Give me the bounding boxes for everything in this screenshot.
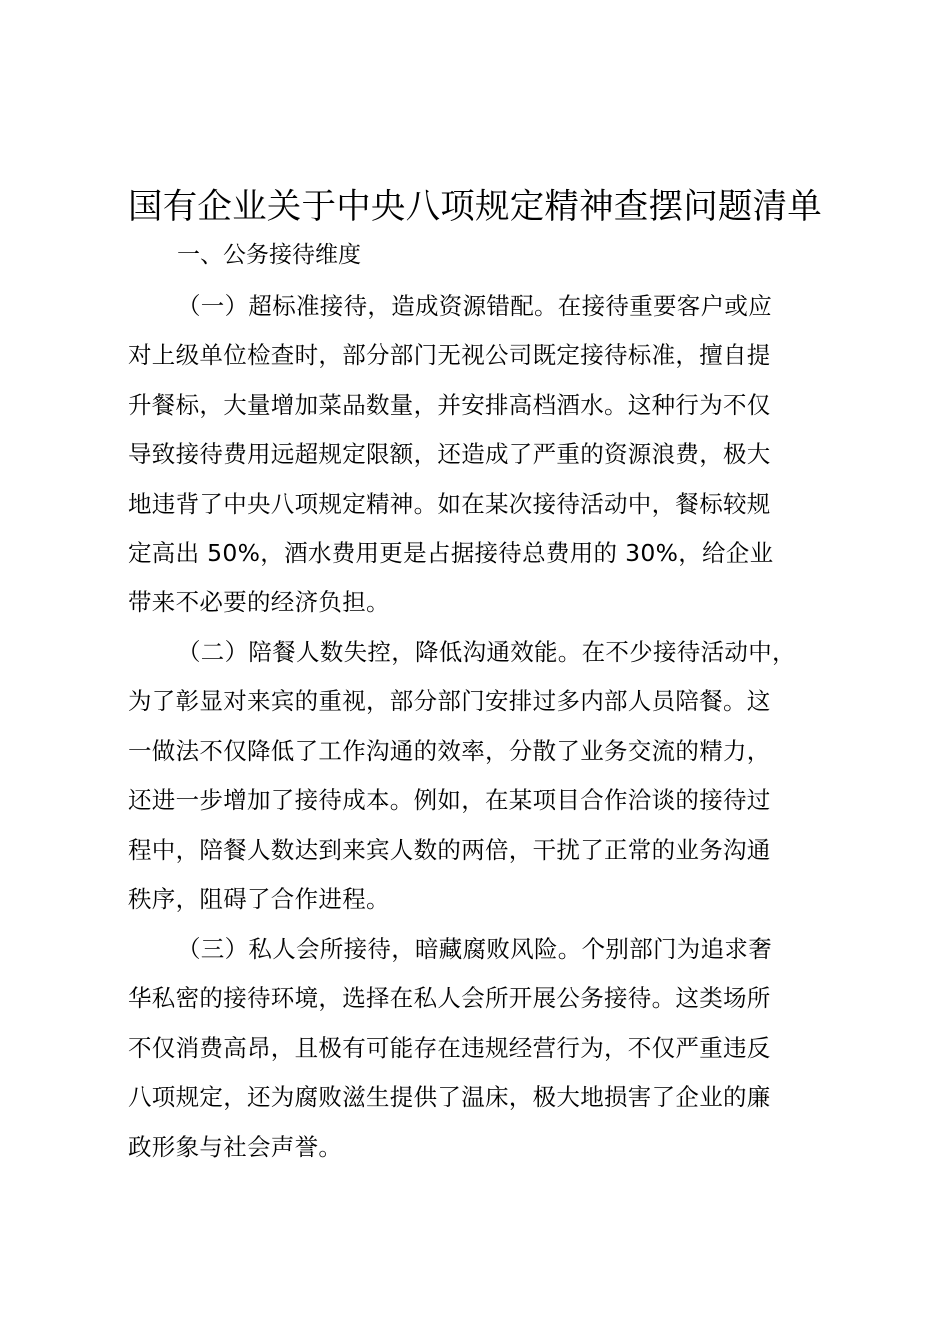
paragraph-line: 带来不必要的经济负担。 [128,588,390,617]
paragraph-line: 一做法不仅降低了工作沟通的效率，分散了业务交流的精力， [128,736,771,765]
paragraph-3 [128,925,772,1172]
paragraph-line: （二）陪餐人数失控，降低沟通效能。在不少接待活动中， [177,638,796,666]
paragraph-line: （三）私人会所接待，暗藏腐败风险。个别部门为追求奢 [177,935,772,963]
section-heading: 一、公务接待维度 [177,242,361,268]
paragraph-line: 还进一步增加了接待成本。例如，在某项目合作洽谈的接待过 [128,786,771,815]
paragraph-line: 地违背了中央八项规定精神。如在某次接待活动中，餐标较规 [128,489,771,518]
paragraph-line: （一）超标准接待，造成资源错配。在接待重要客户或应 [177,292,772,320]
paragraph-line: 华私密的接待环境，选择在私人会所开展公务接待。这类场所 [128,984,771,1013]
paragraph-line: 升餐标，大量增加菜品数量，并安排高档酒水。这种行为不仅 [128,390,771,419]
paragraph-line: 为了彰显对来宾的重视，部分部门安排过多内部人员陪餐。这 [128,687,771,716]
paragraph-line: 秩序，阻碍了合作进程。 [128,884,390,913]
paragraph-1 [128,282,773,628]
paragraph-line: 政形象与社会声誉。 [128,1132,343,1161]
paragraph-line: 程中，陪餐人数达到来宾人数的两倍，干扰了正常的业务沟通 [128,835,771,864]
paragraph-2 [128,628,796,924]
paragraph-line: 八项规定，还为腐败滋生提供了温床，极大地损害了企业的廉 [128,1083,771,1112]
paragraph-line: 不仅消费高昂，且极有可能存在违规经营行为，不仅严重违反 [128,1033,771,1062]
paragraph-line: 定高出 50%，酒水费用更是占据接待总费用的 30%，给企业 [128,538,774,567]
paragraph-line: 导致接待费用远超规定限额，还造成了严重的资源浪费，极大 [128,440,771,469]
document-title: 国有企业关于中央八项规定精神查摆问题清单 [128,187,822,227]
paragraph-line: 对上级单位检查时，部分部门无视公司既定接待标准，擅自提 [128,341,771,370]
